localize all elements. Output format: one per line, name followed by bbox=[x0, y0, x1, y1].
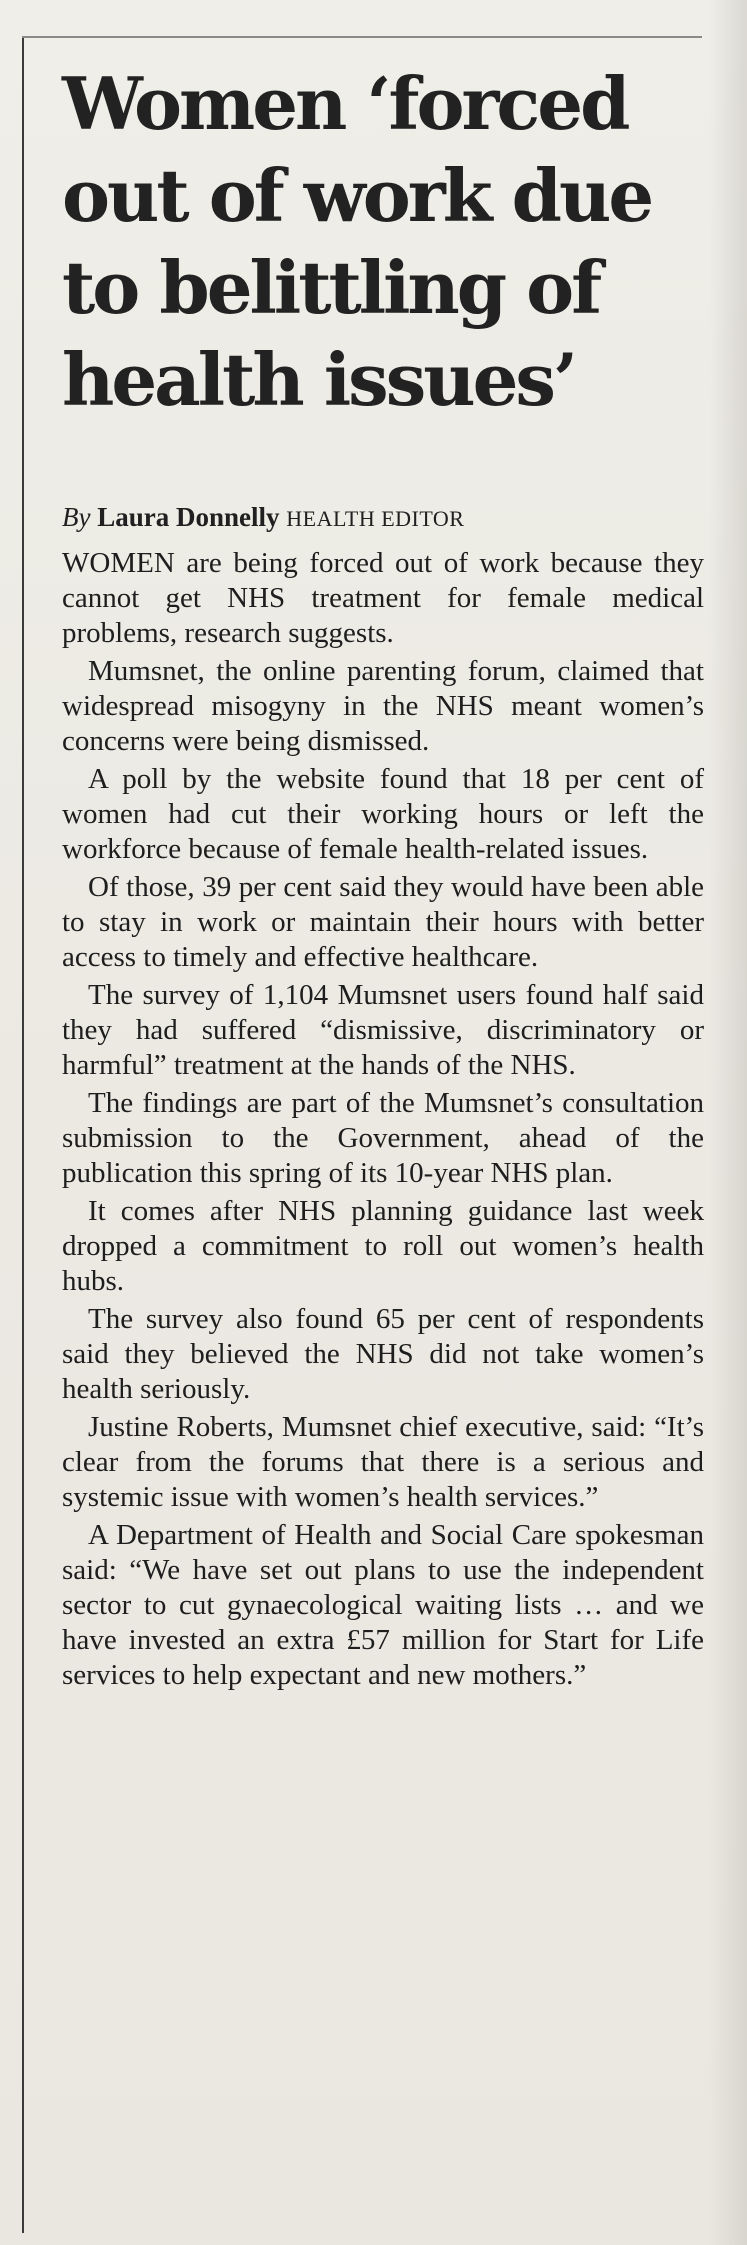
column-rule bbox=[22, 38, 24, 2233]
byline-author: Laura Donnelly bbox=[97, 502, 280, 532]
top-rule bbox=[22, 36, 702, 38]
paragraph: Mumsnet, the online parenting forum, claimed that widespread misogyny in the NHS meant women’s concerns were being dismissed. bbox=[62, 655, 704, 757]
paragraph: Of those, 39 per cent said they would have been able to stay in work or maintain their hours with better access to timely and effective healthcare. bbox=[62, 871, 704, 973]
headline: Women ‘forced out of work due to belittling of health issues’ bbox=[62, 61, 652, 422]
byline-by: By bbox=[62, 502, 91, 532]
paragraph: A poll by the website found that 18 per cent of women had cut their working hours or left the workforce because of female health-related issues. bbox=[62, 763, 704, 865]
article bbox=[62, 58, 704, 1696]
byline-role: HEALTH EDITOR bbox=[286, 506, 465, 531]
paragraph: WOMEN are being forced out of work because they cannot get NHS treatment for female medical problems, research suggests. bbox=[62, 547, 704, 649]
article-body bbox=[62, 546, 704, 1693]
paragraph: Justine Roberts, Mumsnet chief executive, said: “It’s clear from the forums that there is a serious and systemic issue with women’s health services.” bbox=[62, 1411, 704, 1513]
paragraph: The findings are part of the Mumsnet’s consultation submission to the Government, ahead of the publication this spring of its 10-year NHS plan. bbox=[62, 1087, 704, 1189]
paragraph: It comes after NHS planning guidance last week dropped a commitment to roll out women’s health hubs. bbox=[62, 1195, 704, 1297]
byline bbox=[62, 500, 704, 536]
adjacent-column-shadow bbox=[709, 0, 747, 2245]
paragraph: The survey also found 65 per cent of respondents said they believed the NHS did not take women’s health seriously. bbox=[62, 1303, 704, 1405]
paragraph: A Department of Health and Social Care spokesman said: “We have set out plans to use the independent sector to cut gynaecological waiting lists … and we have invested an extra £57 million for Start for Life services to help expectant and new mothers.” bbox=[62, 1519, 704, 1691]
paragraph: The survey of 1,104 Mumsnet users found half said they had suffered “dismissive, discriminatory or harmful” treatment at the hands of the NHS. bbox=[62, 979, 704, 1081]
